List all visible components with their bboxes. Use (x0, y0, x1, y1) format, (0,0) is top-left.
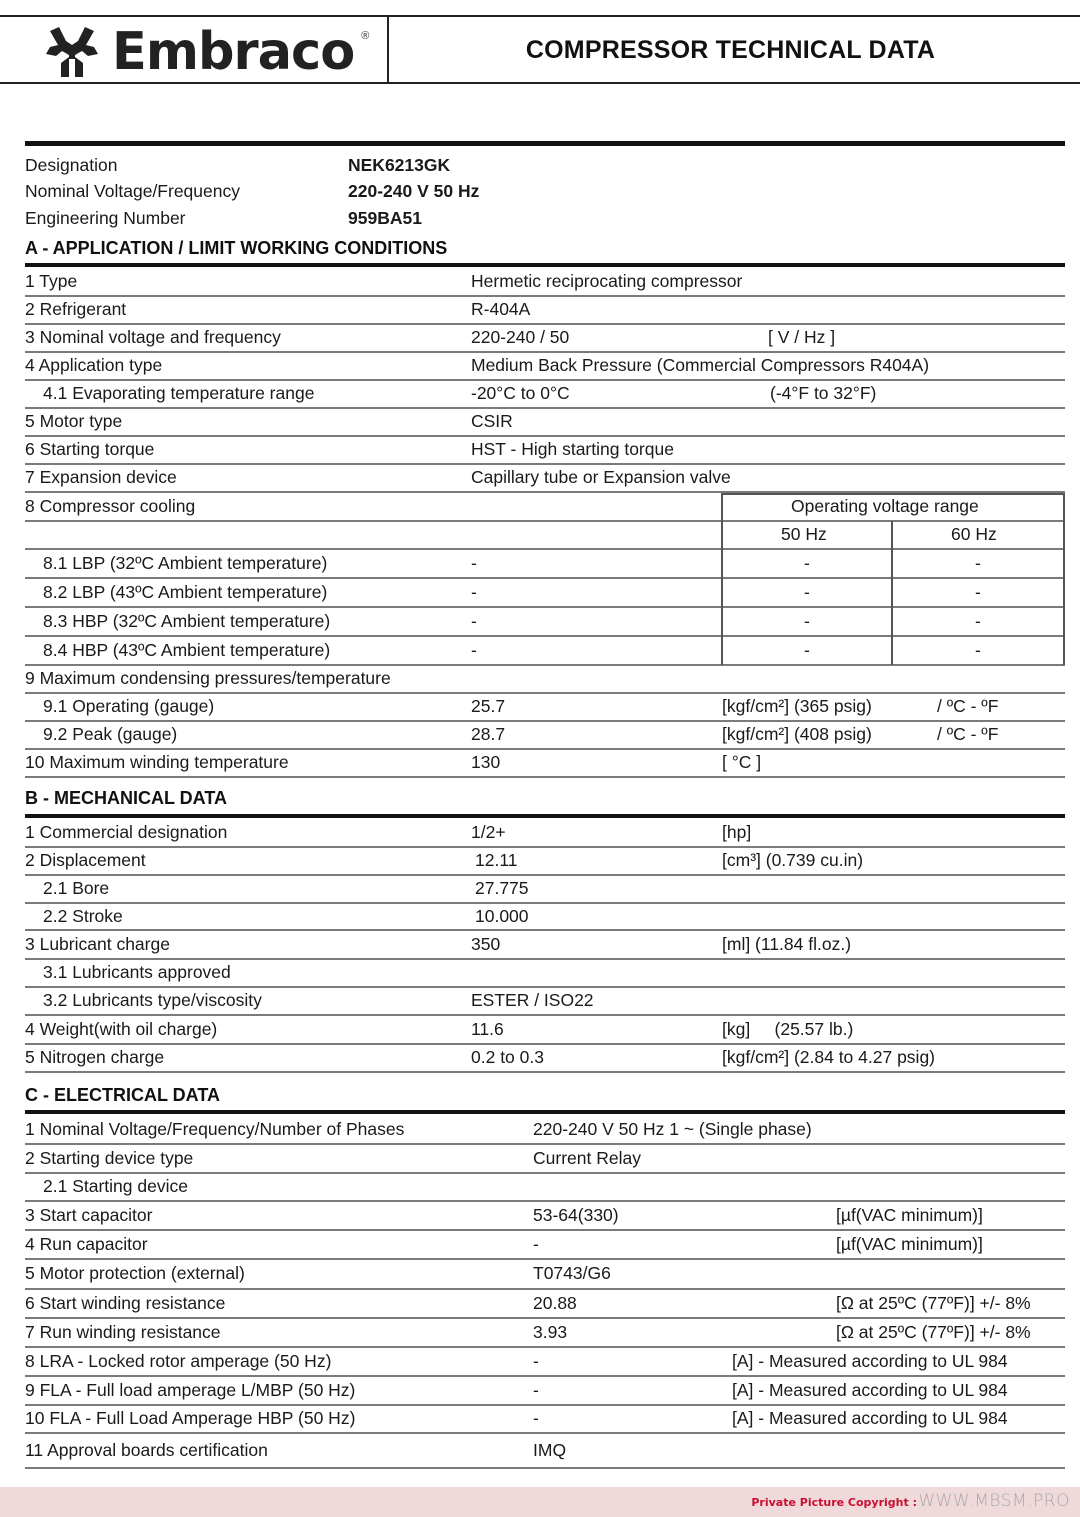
row-value: 1/2+ (471, 821, 506, 842)
row-unit: [ °C ] (722, 752, 762, 773)
row-value: IMQ (533, 1439, 567, 1460)
table-row (25, 694, 1065, 722)
row-value-60hz: - (975, 639, 981, 660)
row-extra: / ºC - ºF (937, 696, 999, 717)
table-row (25, 1260, 1065, 1290)
section-c-title: C - ELECTRICAL DATA (25, 1085, 220, 1105)
row-value: 220-240 V 50 Hz 1 ~ (Single phase) (533, 1118, 812, 1139)
row-value: 25.7 (471, 696, 506, 717)
row-unit: [µf(VAC minimum)] (836, 1204, 983, 1225)
row-value: - (533, 1350, 539, 1371)
identity-value: 220-240 V 50 Hz (348, 181, 480, 202)
row-label: 9.1 Operating (gauge) (43, 696, 215, 717)
row-label: 4.1 Evaporating temperature range (43, 383, 315, 404)
row-label: 1 Nominal Voltage/Frequency/Number of Phases (25, 1118, 405, 1139)
row-value-50hz: - (804, 552, 810, 573)
row-label: 2 Refrigerant (25, 299, 127, 320)
row-value-60hz: - (975, 552, 981, 573)
row-value: 53-64(330) (533, 1204, 619, 1225)
row-unit: [µf(VAC minimum)] (836, 1233, 983, 1254)
table-row (25, 325, 1065, 353)
table-row (25, 1290, 1065, 1319)
row-unit: [ V / Hz ] (768, 327, 836, 348)
document-header (0, 15, 1080, 84)
row-unit: [kg] (25.57 lb.) (722, 1018, 854, 1039)
row-value: 220-240 / 50 (471, 327, 570, 348)
row-extra: / ºC - ºF (937, 724, 999, 745)
row-label: 9 FLA - Full load amperage L/MBP (50 Hz) (25, 1379, 356, 1400)
row-label: 8.1 LBP (32ºC Ambient temperature) (43, 552, 328, 573)
row-label: 10 FLA - Full Load Amperage HBP (50 Hz) (25, 1408, 356, 1429)
row-value: - (471, 610, 477, 631)
row-label: 3 Lubricant charge (25, 933, 170, 954)
row-value: 20.88 (533, 1292, 577, 1313)
row-label: 4 Weight(with oil charge) (25, 1018, 218, 1039)
row-label: 2.1 Bore (43, 878, 110, 899)
table-row (25, 1406, 1065, 1434)
table-row (25, 1348, 1065, 1377)
row-label: 10 Maximum winding temperature (25, 752, 289, 773)
row-value: 28.7 (471, 724, 506, 745)
row-value-50hz: - (804, 610, 810, 631)
row-value: 350 (471, 933, 501, 954)
identity-label: Designation (25, 154, 118, 175)
row-label: 4 Application type (25, 355, 163, 376)
table-row (25, 409, 1065, 437)
brand-wordmark: Embraco (112, 22, 355, 82)
row-label: 9 Maximum condensing pressures/temperature (25, 668, 391, 689)
row-value: - (533, 1233, 539, 1254)
table-row (25, 666, 1065, 694)
table-row (25, 848, 1065, 876)
row-value: 10.000 (475, 905, 529, 926)
row-label: 1 Commercial designation (25, 821, 228, 842)
identity-value: 959BA51 (348, 207, 422, 228)
document-title: COMPRESSOR TECHNICAL DATA (525, 36, 936, 64)
row-label: 8.3 HBP (32ºC Ambient temperature) (43, 610, 331, 631)
row-label: 5 Nitrogen charge (25, 1047, 165, 1068)
table-row (25, 722, 1065, 750)
row-label: 4 Run capacitor (25, 1233, 148, 1254)
row-unit: [hp] (722, 821, 752, 842)
row-value: - (471, 552, 477, 573)
table-row (25, 269, 1065, 297)
row-value: 3.93 (533, 1321, 568, 1342)
row-label: 2 Displacement (25, 850, 146, 871)
section-c-rule (25, 1110, 1065, 1114)
cooling-col-50hz: 50 Hz (781, 524, 827, 545)
table-row (25, 297, 1065, 325)
identity-label: Engineering Number (25, 207, 186, 228)
row-label: 8.2 LBP (43ºC Ambient temperature) (43, 581, 328, 602)
row-label: 11 Approval boards certification (25, 1439, 268, 1460)
row-unit: (-4°F to 32°F) (770, 383, 877, 404)
table-row (25, 819, 1065, 848)
registered-mark: ® (361, 30, 370, 42)
identity-value: NEK6213GK (348, 154, 451, 175)
row-value-60hz: - (975, 610, 981, 631)
row-value: 12.11 (475, 850, 518, 871)
copyright-label: Private Picture Copyright : (751, 1496, 917, 1509)
table-row (25, 960, 1065, 988)
table-row (25, 1231, 1065, 1260)
table-row (25, 1016, 1065, 1045)
row-label: 5 Motor type (25, 411, 123, 432)
cooling-grid-divider (891, 521, 893, 665)
row-label: 1 Type (25, 271, 78, 292)
row-label: 7 Expansion device (25, 467, 177, 488)
row-label: 6 Start winding resistance (25, 1292, 226, 1313)
row-unit: [cm³] (0.739 cu.in) (722, 850, 864, 871)
identity-row-designation (25, 152, 1065, 179)
table-row (25, 931, 1065, 960)
row-unit: [A] - Measured according to UL 984 (732, 1408, 1008, 1429)
row-value-60hz: - (975, 581, 981, 602)
row-unit: [Ω at 25ºC (77ºF)] +/- 8% (836, 1292, 1031, 1313)
table-row (25, 988, 1065, 1016)
identity-row-engineering-number (25, 205, 1065, 232)
row-unit: [Ω at 25ºC (77ºF)] +/- 8% (836, 1321, 1031, 1342)
row-value: - (533, 1408, 539, 1429)
row-label: 7 Run winding resistance (25, 1321, 221, 1342)
row-label: 2 Starting device type (25, 1147, 194, 1168)
row-value-50hz: - (804, 639, 810, 660)
section-a-rule (25, 263, 1065, 267)
row-label: 8.4 HBP (43ºC Ambient temperature) (43, 639, 331, 660)
table-row (25, 465, 1065, 493)
row-label: 3 Start capacitor (25, 1204, 153, 1225)
row-value-50hz: - (804, 581, 810, 602)
table-row (25, 1145, 1065, 1174)
cooling-grid-box (721, 493, 1065, 665)
row-unit: [A] - Measured according to UL 984 (732, 1379, 1008, 1400)
row-value: CSIR (471, 411, 513, 432)
identity-block (25, 141, 1065, 232)
section-c-rows (25, 1116, 1065, 1469)
table-row (25, 353, 1065, 381)
row-label: 3.2 Lubricants type/viscosity (43, 990, 262, 1011)
table-row (25, 1202, 1065, 1231)
row-value: Capillary tube or Expansion valve (471, 467, 731, 488)
row-value: -20°C to 0°C (471, 383, 570, 404)
row-label: 3.1 Lubricants approved (43, 962, 231, 983)
row-value: Current Relay (533, 1147, 641, 1168)
row-label: 9.2 Peak (gauge) (43, 724, 178, 745)
row-label: 6 Starting torque (25, 439, 155, 460)
row-value: R-404A (471, 299, 531, 320)
identity-row-voltage (25, 179, 1065, 206)
row-label: 8 Compressor cooling (25, 495, 196, 516)
embraco-logo (42, 22, 370, 82)
row-unit: [A] - Measured according to UL 984 (732, 1350, 1008, 1371)
table-row (25, 381, 1065, 409)
table-row (25, 1174, 1065, 1202)
row-unit: [kgf/cm²] (2.84 to 4.27 psig) (722, 1047, 936, 1068)
row-value: HST - High starting torque (471, 439, 674, 460)
row-value: 130 (471, 752, 501, 773)
row-value: - (471, 581, 477, 602)
row-unit: [ml] (11.84 fl.oz.) (722, 933, 852, 954)
row-value: 0.2 to 0.3 (471, 1047, 544, 1068)
watermark-site: WWW.MBSM.PRO (918, 1491, 1070, 1511)
table-row (25, 1434, 1065, 1469)
section-b-rows (25, 819, 1065, 1073)
row-label: 2.2 Stroke (43, 905, 123, 926)
embraco-snowflake-icon (42, 27, 102, 77)
row-label: 8 LRA - Locked rotor amperage (50 Hz) (25, 1350, 332, 1371)
section-b-rule (25, 814, 1065, 818)
table-row (25, 876, 1065, 904)
table-row (25, 437, 1065, 465)
row-value: Hermetic reciprocating compressor (471, 271, 743, 292)
row-unit: [kgf/cm²] (365 psig) (722, 696, 872, 717)
row-label: 5 Motor protection (external) (25, 1263, 245, 1284)
row-label: 3 Nominal voltage and frequency (25, 327, 281, 348)
table-row (25, 750, 1065, 778)
table-row (25, 1377, 1065, 1406)
cooling-col-60hz: 60 Hz (951, 524, 997, 545)
row-label: 2.1 Starting device (43, 1176, 188, 1197)
table-row (25, 1045, 1065, 1073)
watermark-footer (0, 1487, 1080, 1517)
section-a-title: A - APPLICATION / LIMIT WORKING CONDITIONS (25, 238, 448, 258)
row-value: - (533, 1379, 539, 1400)
row-value: ESTER / ISO22 (471, 990, 594, 1011)
table-row (25, 1116, 1065, 1145)
row-unit: [kgf/cm²] (408 psig) (722, 724, 872, 745)
row-value: T0743/G6 (533, 1263, 611, 1284)
row-value: Medium Back Pressure (Commercial Compressors R404A) (471, 355, 930, 376)
row-value: - (471, 639, 477, 660)
section-b-title: B - MECHANICAL DATA (25, 788, 227, 808)
row-value: 27.775 (475, 878, 529, 899)
identity-label: Nominal Voltage/Frequency (25, 181, 240, 202)
row-value: 11.6 (471, 1018, 504, 1039)
cooling-group-header: Operating voltage range (791, 495, 979, 516)
table-row (25, 904, 1065, 931)
table-row (25, 1319, 1065, 1348)
